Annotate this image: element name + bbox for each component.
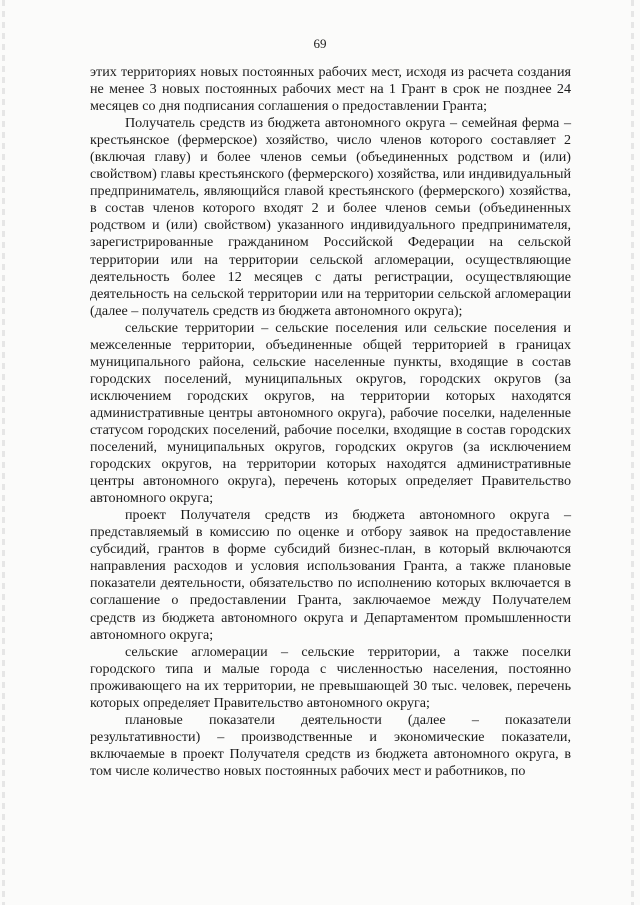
document-body (90, 64, 571, 780)
paragraph-rural-territories: сельские территории – сельские поселения или сельские поселения и межселенные территории, объединенные общей территорией в границах муниципального района, сельские населенные пункты, входящие в состав городских поселений, муниципальных округов, городских округов (за исключением городских округов, на территории которых находятся административные центры автономного округа), рабочие поселки, наделенные статусом городских поселений, рабочие поселки, входящие в состав городских поселений, муниципальных округов, городских округов (за исключением городских округов, на территории которых находятся административные центры автономного округа), перечень которых определяет Правительство автономного округа; (90, 319, 571, 507)
scan-edge-left (2, 0, 5, 905)
page-number: 69 (313, 36, 327, 51)
paragraph-performance-indicators: плановые показатели деятельности (далее – показатели результативности) – производственные и экономические показатели, включаемые в проект Получателя средств из бюджета автономного округа, в том числе количество новых постоянных рабочих мест и работников, по (90, 711, 571, 779)
paragraph-rural-agglomerations: сельские агломерации – сельские территории, а также поселки городского типа и малые города с численностью населения, постоянно проживающего на их территории, не превышающей 30 тыс. человек, перечень которых определяет Правительство автономного округа; (90, 643, 571, 711)
scan-edge-right (631, 0, 634, 905)
paragraph-recipient-project: проект Получателя средств из бюджета автономного округа – представляемый в комиссию по оценке и отбору заявок на предоставление субсидий, грантов в форме субсидий бизнес-план, в который включаются направления расходов и условия использования Гранта, а также плановые показатели деятельности, обязательство по исполнению которых включается в соглашение о предоставлении Гранта, заключаемое между Получателем средств из бюджета автономного округа и Департаментом промышленности автономного округа; (90, 507, 571, 643)
paragraph-continuation: этих территориях новых постоянных рабочих мест, исходя из расчета создания не менее 3 новых постоянных рабочих мест на 1 Грант в срок не позднее 24 месяцев со дня подписания соглашения о предоставлении Гранта; (90, 64, 571, 115)
paragraph-recipient-definition: Получатель средств из бюджета автономного округа – семейная ферма – крестьянское (фермерское) хозяйство, число членов которого составляет 2 (включая главу) и более членов семьи (объединенных родством и (или) свойством) главы крестьянского (фермерского) хозяйства, или индивидуальный предприниматель, являющийся главой крестьянского (фермерского) хозяйства, в состав членов которого входят 2 и более членов семьи (объединенных родством и (или) свойством) указанного индивидуального предпринимателя, зарегистрированные гражданином Российской Федерации на сельской территории или на территории сельской агломерации, осуществляющие деятельность более 12 месяцев с даты регистрации, осуществляющие деятельность на сельской территории или на территории сельской агломерации (далее – получатель средств из бюджета автономного округа); (90, 115, 571, 319)
